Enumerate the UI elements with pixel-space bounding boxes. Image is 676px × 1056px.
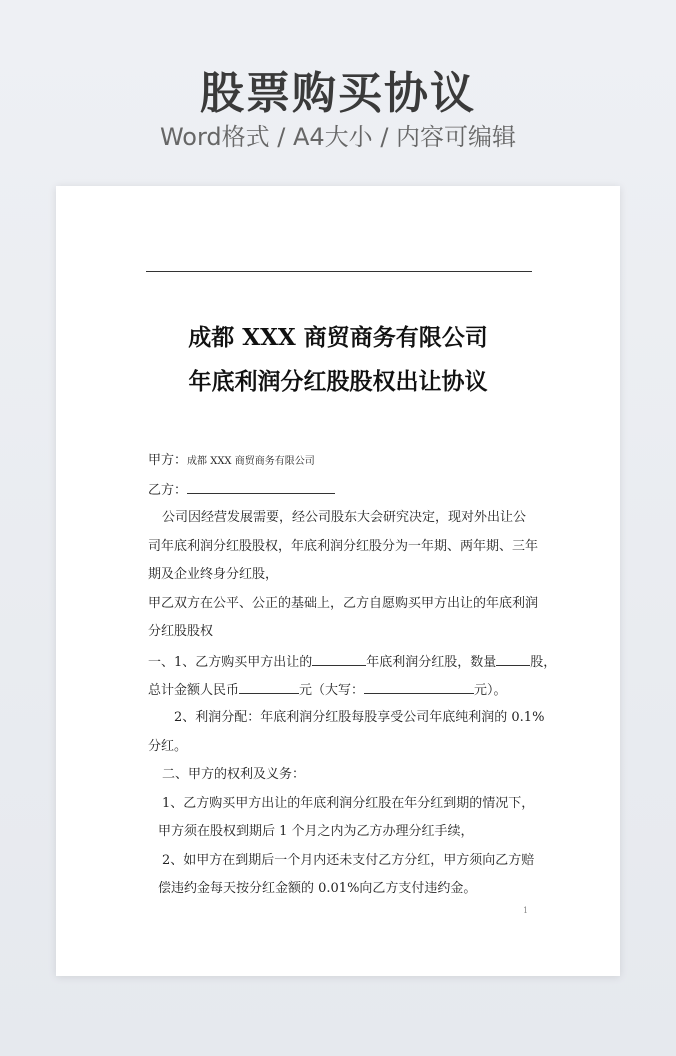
article2-line-2: 偿违约金每天按分红金额的 0.01%向乙方支付违约金。 [158, 881, 477, 896]
quantity-blank[interactable] [496, 652, 530, 666]
clause1-line-1 [148, 652, 557, 672]
clause1-text-f: 元）。 [474, 683, 507, 698]
banner-title: 股票购买协议 [200, 68, 476, 119]
clause1-text-e: 元（大写： [299, 683, 365, 698]
clause1-line-2 [148, 680, 538, 700]
party-b-line [148, 480, 538, 500]
section-2-heading: 二、甲方的权利及义务： [162, 767, 306, 782]
amount-words-blank[interactable] [364, 680, 474, 694]
stock-type-blank[interactable] [312, 652, 366, 666]
clause2-line-1: 2、利润分配：年底利润分红股每股享受公司年底纯利润的 0.1% [174, 710, 545, 725]
party-b-blank[interactable] [187, 480, 335, 494]
clause1-text-b: 年底利润分红股，数量 [366, 655, 497, 670]
header-rule [146, 271, 532, 272]
clause2-line-2: 分红。 [148, 739, 188, 754]
clause1-text-d: 总计金额人民币 [148, 683, 240, 698]
basis-line-1: 甲乙双方在公平、公正的基础上，乙方自愿购买甲方出让的年底利润 [148, 596, 539, 611]
document-title-line2: 年底利润分红股股权出让协议 [188, 368, 488, 395]
article1-line-1: 1、乙方购买甲方出让的年底利润分红股在年分红到期的情况下， [162, 796, 535, 811]
amount-blank[interactable] [239, 680, 299, 694]
intro-line-3: 期及企业终身分红股， [148, 567, 279, 582]
document-title-line1: 成都 XXX 商贸商务有限公司 [188, 324, 488, 351]
party-a-label: 甲方： [148, 453, 188, 468]
basis-line-2: 分红股股权 [148, 624, 214, 639]
document-page [56, 186, 620, 976]
party-a-line [148, 452, 538, 471]
party-b-label: 乙方： [148, 483, 188, 498]
clause1-text-c: 股， [530, 655, 557, 670]
article2-line-1: 2、如甲方在到期后一个月内还未支付乙方分红，甲方须向乙方赔 [162, 853, 535, 868]
article1-line-2: 甲方须在股权到期后 1 个月之内为乙方办理分红手续， [158, 824, 474, 839]
party-a-value: 成都 XXX 商贸商务有限公司 [187, 456, 315, 467]
clause1-text-a: 一、1、乙方购买甲方出让的 [148, 655, 313, 670]
intro-line-2: 司年底利润分红股股权，年底利润分红股分为一年期、两年期、三年 [148, 539, 539, 554]
banner-subtitle: Word格式 / A4大小 / 内容可编辑 [159, 123, 517, 151]
page-number: 1 [523, 906, 529, 915]
intro-line-1: 公司因经营发展需要，经公司股东大会研究决定，现对外出让公 [162, 510, 527, 525]
